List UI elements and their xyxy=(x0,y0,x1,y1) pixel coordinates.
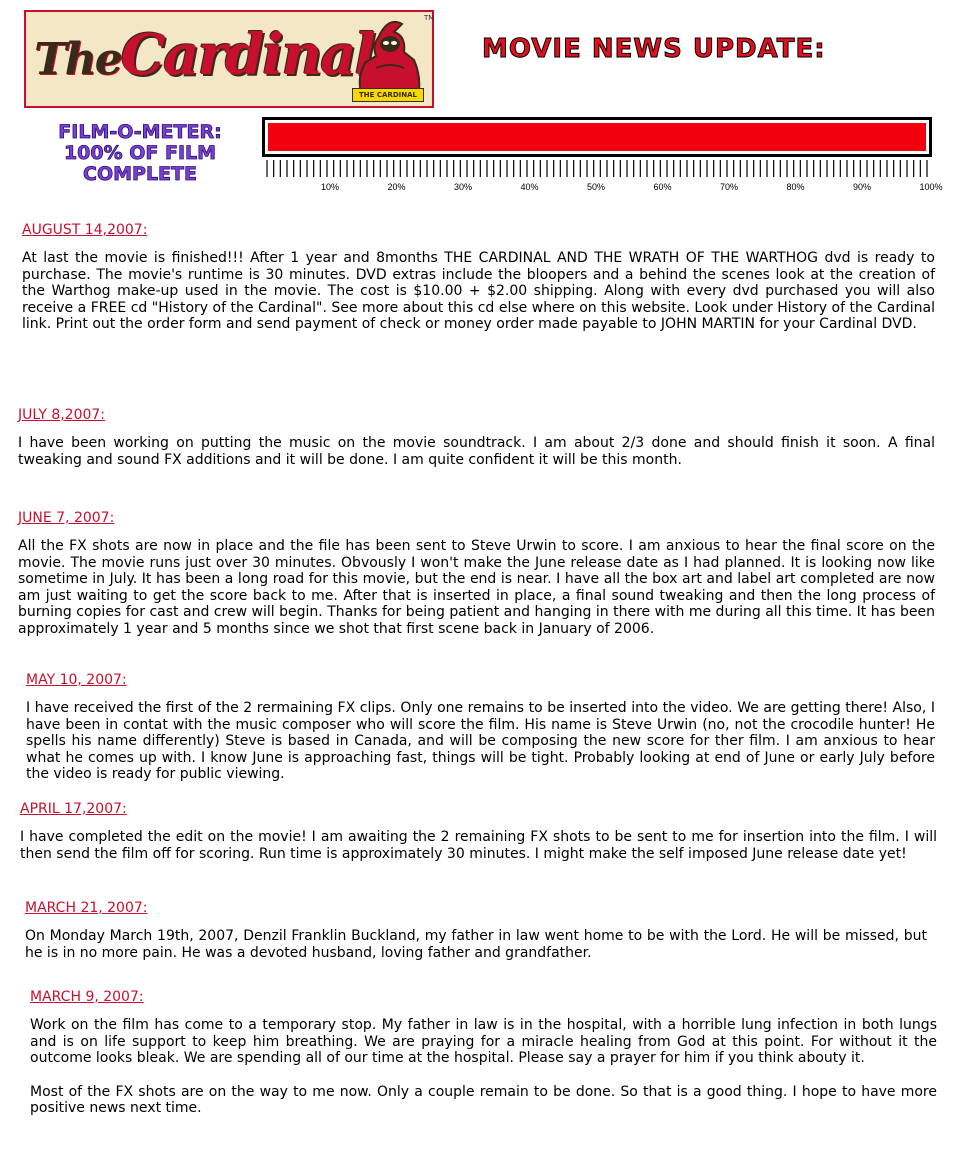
news-entry xyxy=(18,510,935,638)
logo-name: Cardinal xyxy=(120,22,374,88)
entry-text: Most of the FX shots are on the way to me now. Only a couple remain to be done. So that is a good thing. I hope to have more positive news next time. xyxy=(30,1083,937,1117)
meter-label-line-2: 100% OF FILM xyxy=(63,142,217,164)
news-entry xyxy=(18,407,935,468)
meter-tick-label: 50% xyxy=(587,182,606,192)
entry-date: MARCH 21, 2007: xyxy=(25,900,148,916)
logo-the: The xyxy=(34,34,121,85)
meter-tick-label: 20% xyxy=(387,182,406,192)
meter-label-line-1: FILM-O-METER: xyxy=(58,121,222,143)
entry-date: JUNE 7, 2007: xyxy=(18,510,115,526)
news-entry xyxy=(22,222,935,333)
page-title: MOVIE NEWS UPDATE: xyxy=(482,34,826,64)
entry-text: At last the movie is finished!!! After 1 year and 8months THE CARDINAL AND THE WRATH OF THE WARTHOG dvd is ready to purchase. The movie's runtime is 30 minutes. DVD extras include the bloopers and a behind the scenes look at the creation of the Warthog make-up used in the movie. The cost is $10.00 + $2.00 shipping. Along with every dvd purchased you will also receive a FREE cd "History of the Cardinal". See more about this cd else where on this website. Look under History of the Cardinal link. Print out the order form and send payment of check or money order made payable to JOHN MARTIN for your Cardinal DVD. xyxy=(22,250,935,333)
meter-tick-label: 90% xyxy=(853,182,872,192)
meter-tick-label: 60% xyxy=(653,182,672,192)
meter-tick-label: 70% xyxy=(720,182,739,192)
entry-text: All the FX shots are now in place and the file has been sent to Steve Urwin to score. I am anxious to hear the final score on the movie. The movie runs just over 30 minutes. Obvously I won't make the June release date as I had planned. It is looking now like sometime in July. It has been a long road for this movie, but the end is near. I have all the box art and label art completed are now am just waiting to get the score back to me. After that is inserted in place, a final sound tweaking and then the long process of burning copies for cast and crew will begin. Thanks for being patient and hanging in there with me during all this time. It has been approximately 1 year and 5 months since we shot that first scene back in January of 2006. xyxy=(18,538,935,637)
entry-date: JULY 8,2007: xyxy=(18,407,106,423)
film-o-meter-fill xyxy=(268,123,926,151)
news-entry xyxy=(20,801,937,862)
news-entry xyxy=(26,672,935,783)
news-entry xyxy=(25,900,927,961)
cardinal-logo[interactable] xyxy=(24,10,434,108)
logo-badge: THE CARDINAL xyxy=(352,88,424,102)
entry-date: MARCH 9, 2007: xyxy=(30,989,144,1005)
film-o-meter-bar xyxy=(262,117,932,157)
meter-tick-label: 80% xyxy=(786,182,805,192)
entry-date: AUGUST 14,2007: xyxy=(22,222,148,238)
entry-text: Work on the film has come to a temporary stop. My father in law is in the hospital, with a horrible lung infection in both lungs and is on life support to keep him breathing. We are praying for a miracle healing from God at this point. For without it the outcome looks bleak. We are spending all of our time at the hospital. Please say a prayer for him if you think abouty it. xyxy=(30,1017,937,1067)
trademark-mark: TM xyxy=(424,14,435,22)
film-o-meter-label xyxy=(40,122,240,185)
meter-tick-label: 100% xyxy=(919,182,943,192)
entry-text: I have been working on putting the music on the movie soundtrack. I am about 2/3 done and should finish it soon. A final tweaking and sound FX additions and it will be done. I am quite confident it will be this month. xyxy=(18,435,935,468)
entry-date: MAY 10, 2007: xyxy=(26,672,127,688)
meter-label-line-3: COMPLETE xyxy=(83,163,197,185)
news-entry xyxy=(30,989,937,1117)
meter-tick-label: 40% xyxy=(520,182,539,192)
entry-date: APRIL 17,2007: xyxy=(20,801,127,817)
entry-text: On Monday March 19th, 2007, Denzil Franklin Buckland, my father in law went home to be with the Lord. He will be missed, but he is in no more pain. He was a devoted husband, loving father and grandfather. xyxy=(25,928,927,961)
meter-tick-label: 30% xyxy=(454,182,473,192)
film-o-meter-ticks xyxy=(266,160,928,177)
logo-wordmark xyxy=(34,22,374,88)
entry-text: I have completed the edit on the movie! I am awaiting the 2 remaining FX shots to be sent to me for insertion into the film. I will then send the film off for scoring. Run time is approximately 30 minutes. I might make the self imposed June release date yet! xyxy=(20,829,937,862)
entry-text: I have received the first of the 2 rermaining FX clips. Only one remains to be inserted into the video. We are getting there! Also, I have been in contat with the music composer who will score the film. His name is Steve Urwin (no, not the crocodile hunter! He spells his name differently) Steve is based in Canada, and will be composing the new score for ther film. I am anxious to hear what he comes up with. I know June is approaching fast, things will be tight. Probably looking at end of June or early July before the video is ready for public viewing. xyxy=(26,700,935,783)
meter-tick-label: 10% xyxy=(321,182,340,192)
film-o-meter-scale xyxy=(266,182,943,194)
